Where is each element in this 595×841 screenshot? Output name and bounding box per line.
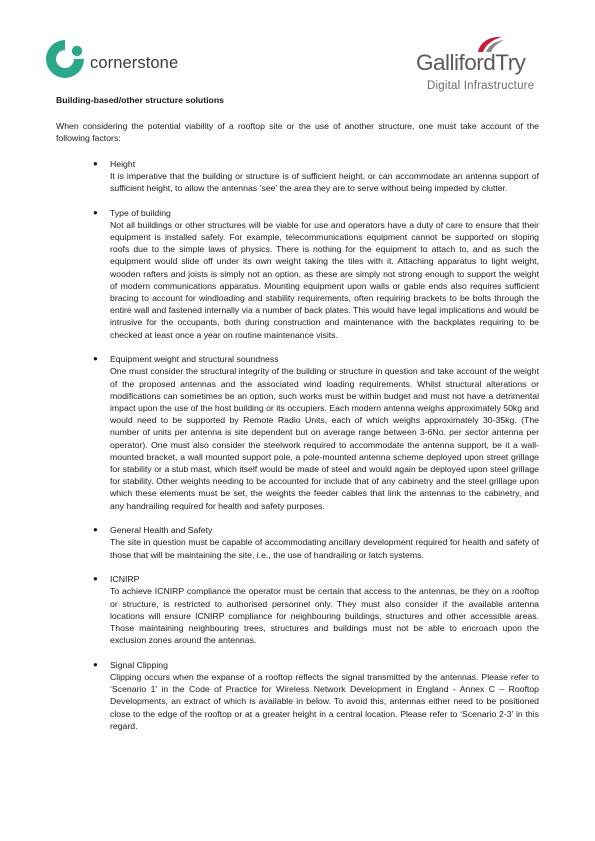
item-title: Height (110, 158, 136, 169)
bullet-icon: ● (93, 158, 98, 168)
item-title: ICNIRP (110, 574, 140, 585)
bullet-icon: ● (93, 525, 98, 535)
item-body: Clipping occurs when the expanse of a rooftop reflects the signal transmitted by the antennas. Please refer to ‘Scenario 1’ in the Code of Practice for Wireless Network Development in England - Annex C – Rooftop Developments, an extract of which is available in below. To avoid this, antennas either need to be positioned close to the edge of the rooftop or at a greater height in a central location. Please refer to ‘Scenario 2-3’ in this regard. (110, 672, 539, 731)
bullet-icon: ● (93, 574, 98, 584)
item-title: Type of building (110, 207, 171, 218)
bullet-icon: ● (93, 354, 98, 364)
cornerstone-logo (44, 38, 194, 82)
item-body: It is imperative that the building or structure is of sufficient height, or can accommodate an antenna support of sufficient height, to allow the antennas ‘see’ the area they are to serve without being impeded by clutter. (110, 170, 539, 194)
galliford-try-wordmark: GallifordTry (416, 50, 526, 75)
factors-list (56, 158, 539, 732)
list-item (56, 573, 539, 646)
item-body: One must consider the structural integrity of the building or structure in question and take account of the weight of the proposed antennas and the associated wind loading requirements. Whilst structural alterations or modifications can sometimes be an option, such works must be within budget and must not have a detrimental impact upon the use of the host building or its occupiers. Each modern antenna weighs approximately 50kg and would need to be supported by Remote Radio Units, each of which weighs approximately 30-35kg. (The number of units per antenna is site dependent but on average range between 3-6No. per sector antenna per operator). One must also consider the steelwork required to accommodate the antenna support, be it a wall-mounted bracket, a wall mounted support pole, a pole-mounted antenna scheme deployed upon street grillage for stability or a stub mast, which itself would be made of steel and would again be deployed upon steel grillage for stability. Other weights needing to be accounted for include that of any cabinetry and the steel grillage upon which these elements must be set, the weights the feeder cables that link the antennas to the cabinetry, and any handrailing required for health and safety purposes. (110, 366, 539, 511)
digital-infrastructure-label: Digital Infrastructure (427, 80, 535, 92)
item-body: Not all buildings or other structures will be viable for use and operators have a duty of care to ensure that their equipment is installed safely. For example, telecommunications equipment cannot be supported on sloping roofs due to the simple laws of physics. There is nothing for the equipment to attach to, and as such the equipment would slide off under its own weight taking the tiles with it. Attaching apparatus to light weight, wooden rafters and joists is simply not an option, as these are simply not strong enough to support the weight of modern communications apparatus. Mounting equipment upon walls or gable ends also requires sufficient bracing to account for windloading and stability requirements, often requiring brackets to be bolts through the entire wall and fastened internally via a number of back plates. This would have legal implications and would be intrusive for the occupants, both during construction and maintenance with the backplates requiring to be checked at least once a year on routine maintenance visits. (110, 219, 539, 340)
cornerstone-c-icon (44, 38, 86, 80)
galliford-try-logo (416, 34, 542, 94)
bullet-icon: ● (93, 207, 98, 217)
list-item (56, 353, 539, 512)
list-item (56, 207, 539, 341)
cornerstone-wordmark: cornerstone (90, 54, 179, 72)
document-body (56, 94, 539, 744)
list-item (56, 524, 539, 561)
list-item (56, 659, 539, 732)
item-title: General Health and Safety (110, 525, 213, 536)
item-title: Equipment weight and structural soundness (110, 354, 279, 365)
list-item (56, 158, 539, 195)
item-title: Signal Clipping (110, 659, 168, 670)
bullet-icon: ● (93, 659, 98, 669)
intro-paragraph: When considering the potential viability of a rooftop site or the use of another structure, one must take account of the following factors: (56, 121, 539, 144)
item-body: To achieve ICNIRP compliance the operator must be certain that access to the antennas, be they on a rooftop or structure, is restricted to authorised personnel only. They must also consider if the available antenna locations will ensure ICNIRP compliance for neighbouring buildings, structures and other accessible areas. Those maintaining neighbouring trees, structures and buildings must not be able to encroach upon the exclusion zones around the antennas. (110, 586, 539, 646)
section-heading: Building-based/other structure solutions (56, 95, 224, 105)
item-body: The site in question must be capable of accommodating ancillary development required for health and safety of those that will be maintaining the site, i.e., the use of handrailing or latch systems. (110, 537, 539, 560)
